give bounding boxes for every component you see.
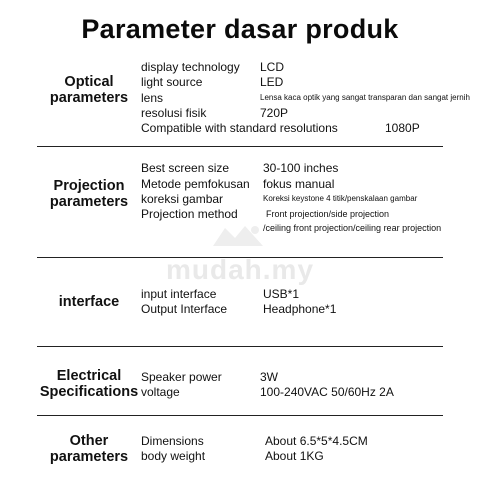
spec-value: LCD	[260, 60, 285, 74]
spec-value: Front projection/side projection	[266, 209, 390, 219]
spec-value: USB*1	[263, 287, 300, 301]
spec-value: About 6.5*5*4.5CM	[265, 434, 368, 448]
spec-value: 3W	[260, 370, 278, 384]
spec-key: Best screen size	[141, 161, 230, 175]
spec-value: 720P	[260, 106, 289, 120]
spec-key: voltage	[141, 385, 180, 399]
spec-value: 30-100 inches	[263, 161, 339, 175]
spec-key: Output Interface	[141, 302, 228, 316]
spec-row	[0, 448, 480, 464]
spec-key: Speaker power	[141, 370, 222, 384]
spec-key: lens	[141, 91, 164, 105]
section-divider	[37, 415, 443, 416]
spec-row	[0, 301, 480, 317]
spec-key: Projection method	[141, 207, 238, 221]
section-label-line: parameters	[49, 194, 129, 210]
spec-row	[0, 384, 480, 400]
spec-key: Metode pemfokusan	[141, 177, 250, 191]
spec-key: Compatible with standard resolutions	[141, 121, 338, 135]
spec-value: Koreksi keystone 4 titik/penskalaan gambar	[263, 194, 418, 203]
spec-row	[0, 90, 480, 106]
spec-row	[0, 220, 480, 236]
spec-key: koreksi gambar	[141, 192, 224, 206]
section-label-line: Optical	[64, 74, 114, 90]
section-label-line: parameters	[49, 90, 129, 106]
section-label-line: Specifications	[39, 384, 139, 400]
spec-key: light source	[141, 75, 203, 89]
page-title: Parameter dasar produk	[81, 14, 399, 44]
section-divider	[37, 346, 443, 347]
spec-row	[0, 120, 480, 136]
spec-row	[0, 286, 480, 302]
spec-value: 100-240VAC 50/60Hz 2A	[260, 385, 394, 399]
spec-row	[0, 176, 480, 192]
spec-key: body weight	[141, 449, 206, 463]
spec-value: Lensa kaca optik yang sangat transparan dan sangat jernih	[260, 93, 470, 102]
section-divider	[37, 146, 443, 147]
section-label-line: Electrical	[56, 368, 122, 384]
spec-key: input interface	[141, 287, 217, 301]
spec-row	[0, 369, 480, 385]
spec-row	[0, 433, 480, 449]
spec-key: display technology	[141, 60, 240, 74]
spec-row	[0, 105, 480, 121]
spec-row	[0, 160, 480, 176]
spec-key: Dimensions	[141, 434, 204, 448]
spec-row	[0, 191, 480, 207]
spec-value: About 1KG	[265, 449, 324, 463]
section-divider	[37, 257, 443, 258]
spec-value: LED	[260, 75, 284, 89]
section-label-line: interface	[58, 294, 120, 310]
watermark-text: mudah.my	[165, 254, 315, 285]
spec-value: Headphone*1	[263, 302, 337, 316]
section-label-line: Projection	[53, 178, 125, 194]
section-label-line: Other	[69, 433, 109, 449]
section-label-line: parameters	[49, 449, 129, 465]
spec-row	[0, 74, 480, 90]
spec-value: 1080P	[385, 121, 420, 135]
spec-value: fokus manual	[263, 177, 335, 191]
spec-key: resolusi fisik	[141, 106, 207, 120]
spec-row	[0, 59, 480, 75]
spec-value: /ceiling front projection/ceiling rear projection	[263, 223, 442, 233]
